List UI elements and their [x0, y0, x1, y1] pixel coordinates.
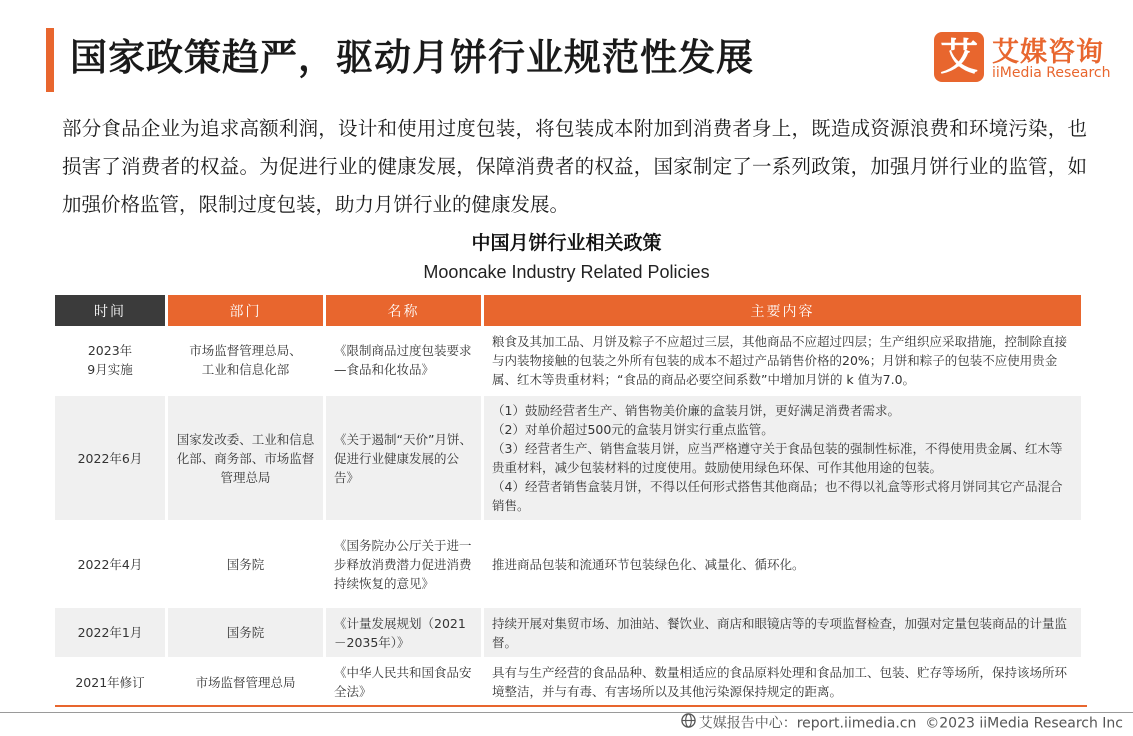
cell-time: 2022年4月: [55, 522, 165, 608]
table-row: [55, 522, 1081, 608]
footer-source: 艾媒报告中心：report.iimedia.cn: [698, 715, 917, 732]
table-subtitle: Mooncake Industry Related Policies: [423, 262, 710, 282]
cell-content: （1）鼓励经营者生产、销售物美价廉的盒装月饼，更好满足消费者需求。 （2）对单价超过500元的盒装月饼实行重点监管。 （3）经营者生产、销售盒装月饼，应当严格遵守关于食品包装的强制性标准，不得使用贵金属、红木等贵重材料，减少包装材料的过度使用。鼓励使用绿色环保、可作其他用途的包装。 （4）经营者销售盒装月饼，不得以任何形式搭售其他商品；也不得以礼盒等形式将月饼同其它产品混合销售。: [484, 396, 1081, 522]
cell-name: 《关于遏制“天价”月饼、促进行业健康发展的公告》: [326, 396, 481, 522]
cell-name: 《限制商品过度包装要求—食品和化妆品》: [326, 326, 481, 396]
footer: [681, 713, 1123, 734]
cell-dept: 国务院: [168, 608, 323, 659]
policy-table: [52, 295, 1084, 707]
cell-content: 粮食及其加工品、月饼及粽子不应超过三层，其他商品不应超过四层；生产组织应采取措施，控制除直接与内装物接触的包装之外所有包装的成本不超过产品销售价格的20%；月饼和粽子的包装不应使用贵金属、红木等贵重材料；“食品的商品必要空间系数”中增加月饼的 k 值为7.0。: [484, 326, 1081, 396]
table-row: [55, 608, 1081, 659]
cell-time: 2021年修订: [55, 659, 165, 707]
cell-name: 《国务院办公厅关于进一步释放消费潜力促进消费持续恢复的意见》: [326, 522, 481, 608]
cell-content: 推进商品包装和流通环节包装绿色化、减量化、循环化。: [484, 522, 1081, 608]
cell-dept: 市场监督管理总局、 工业和信息化部: [168, 326, 323, 396]
cell-time: 2022年6月: [55, 396, 165, 522]
header-time: 时间: [55, 295, 165, 326]
cell-dept: 国家发改委、工业和信息化部、商务部、市场监督管理总局: [168, 396, 323, 522]
table-header-row: [55, 295, 1081, 326]
cell-name: 《中华人民共和国食品安全法》: [326, 659, 481, 707]
table-row: [55, 396, 1081, 522]
table-row: [55, 326, 1081, 396]
table-bottom-rule: [55, 705, 1087, 707]
header-name: 名称: [326, 295, 481, 326]
cell-dept: 市场监督管理总局: [168, 659, 323, 707]
title-accent-bar: [46, 28, 54, 92]
logo-mark: 艾: [934, 32, 984, 82]
table-row: [55, 659, 1081, 707]
table-title: 中国月饼行业相关政策: [471, 232, 662, 254]
cell-dept: 国务院: [168, 522, 323, 608]
header-dept: 部门: [168, 295, 323, 326]
logo-en-text: iiMedia Research: [992, 65, 1111, 81]
cell-content: 持续开展对集贸市场、加油站、餐饮业、商店和眼镜店等的专项监督检查，加强对定量包装商品的计量监督。: [484, 608, 1081, 659]
page-title: 国家政策趋严，驱动月饼行业规范性发展: [70, 36, 754, 79]
cell-time: 2023年 9月实施: [55, 326, 165, 396]
globe-icon: [681, 713, 696, 734]
footer-copyright: ©2023 iiMedia Research Inc: [925, 715, 1123, 732]
header-content: 主要内容: [484, 295, 1081, 326]
cell-name: 《计量发展规划（2021－2035年）》: [326, 608, 481, 659]
iimedia-logo: [934, 32, 1112, 86]
intro-paragraph: 部分食品企业为追求高额利润，设计和使用过度包装，将包装成本附加到消费者身上，既造成资源浪费和环境污染，也损害了消费者的权益。为促进行业的健康发展，保障消费者的权益，国家制定了一系列政策，加强月饼行业的监管，如加强价格监管，限制过度包装，助力月饼行业的健康发展。: [62, 117, 1087, 216]
cell-content: 具有与生产经营的食品品种、数量相适应的食品原料处理和食品加工、包装、贮存等场所，保持该场所环境整洁，并与有毒、有害场所以及其他污染源保持规定的距离。: [484, 659, 1081, 707]
logo-cn-text: 艾媒咨询: [992, 37, 1104, 68]
cell-time: 2022年1月: [55, 608, 165, 659]
